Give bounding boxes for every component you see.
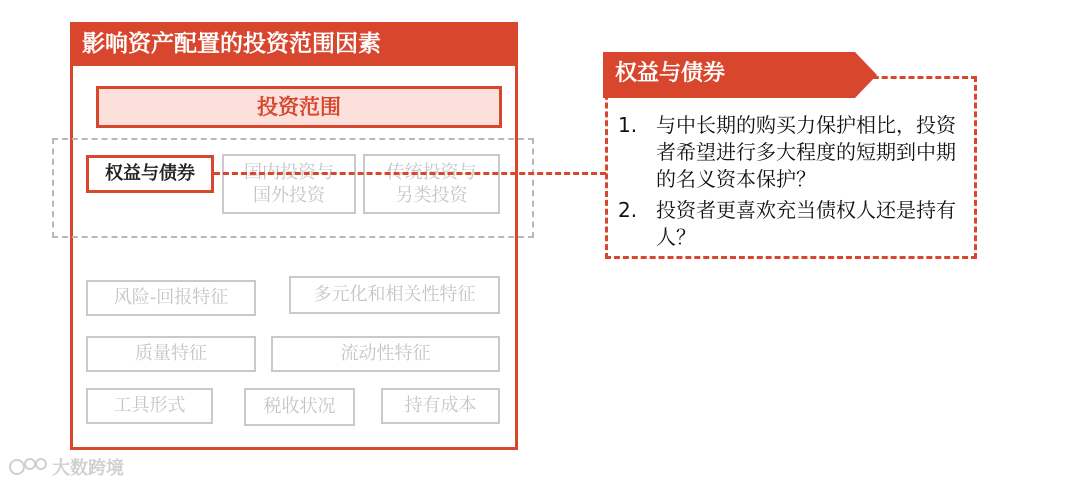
panel-title: 影响资产配置的投资范围因素 xyxy=(70,22,518,66)
traditional-alternative-box[interactable] xyxy=(363,154,500,214)
watermark-logo-icon xyxy=(8,456,48,478)
factor-diversification[interactable]: 多元化和相关性特征 xyxy=(289,276,500,314)
equity-bond-box[interactable]: 权益与债券 xyxy=(86,155,214,193)
question-list xyxy=(618,112,974,255)
question-text-1: 与中长期的购买力保护相比，投资者希望进行多大程度的短期到中期的名义资本保护？ xyxy=(656,113,956,191)
domestic-foreign-line1: 国内投资与 xyxy=(244,161,334,183)
question-item-2 xyxy=(618,197,974,251)
watermark xyxy=(8,454,124,480)
question-text-2: 投资者更喜欢充当债权人还是持有人？ xyxy=(656,198,956,249)
investment-scope-header: 投资范围 xyxy=(96,86,502,128)
factor-liquidity[interactable]: 流动性特征 xyxy=(271,336,500,372)
domestic-foreign-line2: 国外投资 xyxy=(253,185,325,206)
question-number-1: 1. xyxy=(618,113,638,137)
question-item-1 xyxy=(618,112,974,193)
watermark-text: 大数跨境 xyxy=(52,458,124,479)
factor-holding-cost[interactable]: 持有成本 xyxy=(381,388,500,424)
question-number-2: 2. xyxy=(618,198,638,222)
domestic-foreign-box[interactable] xyxy=(222,154,356,214)
connector-line xyxy=(214,172,606,175)
factor-risk-return[interactable]: 风险-回报特征 xyxy=(86,280,256,316)
factor-quality[interactable]: 质量特征 xyxy=(86,336,256,372)
traditional-alternative-line2: 另类投资 xyxy=(395,185,468,206)
traditional-alternative-line1: 传统投资与 xyxy=(386,161,477,183)
factor-instrument-form[interactable]: 工具形式 xyxy=(86,388,213,424)
detail-title: 权益与债券 xyxy=(615,61,726,86)
factor-tax-status[interactable]: 税收状况 xyxy=(244,388,355,426)
